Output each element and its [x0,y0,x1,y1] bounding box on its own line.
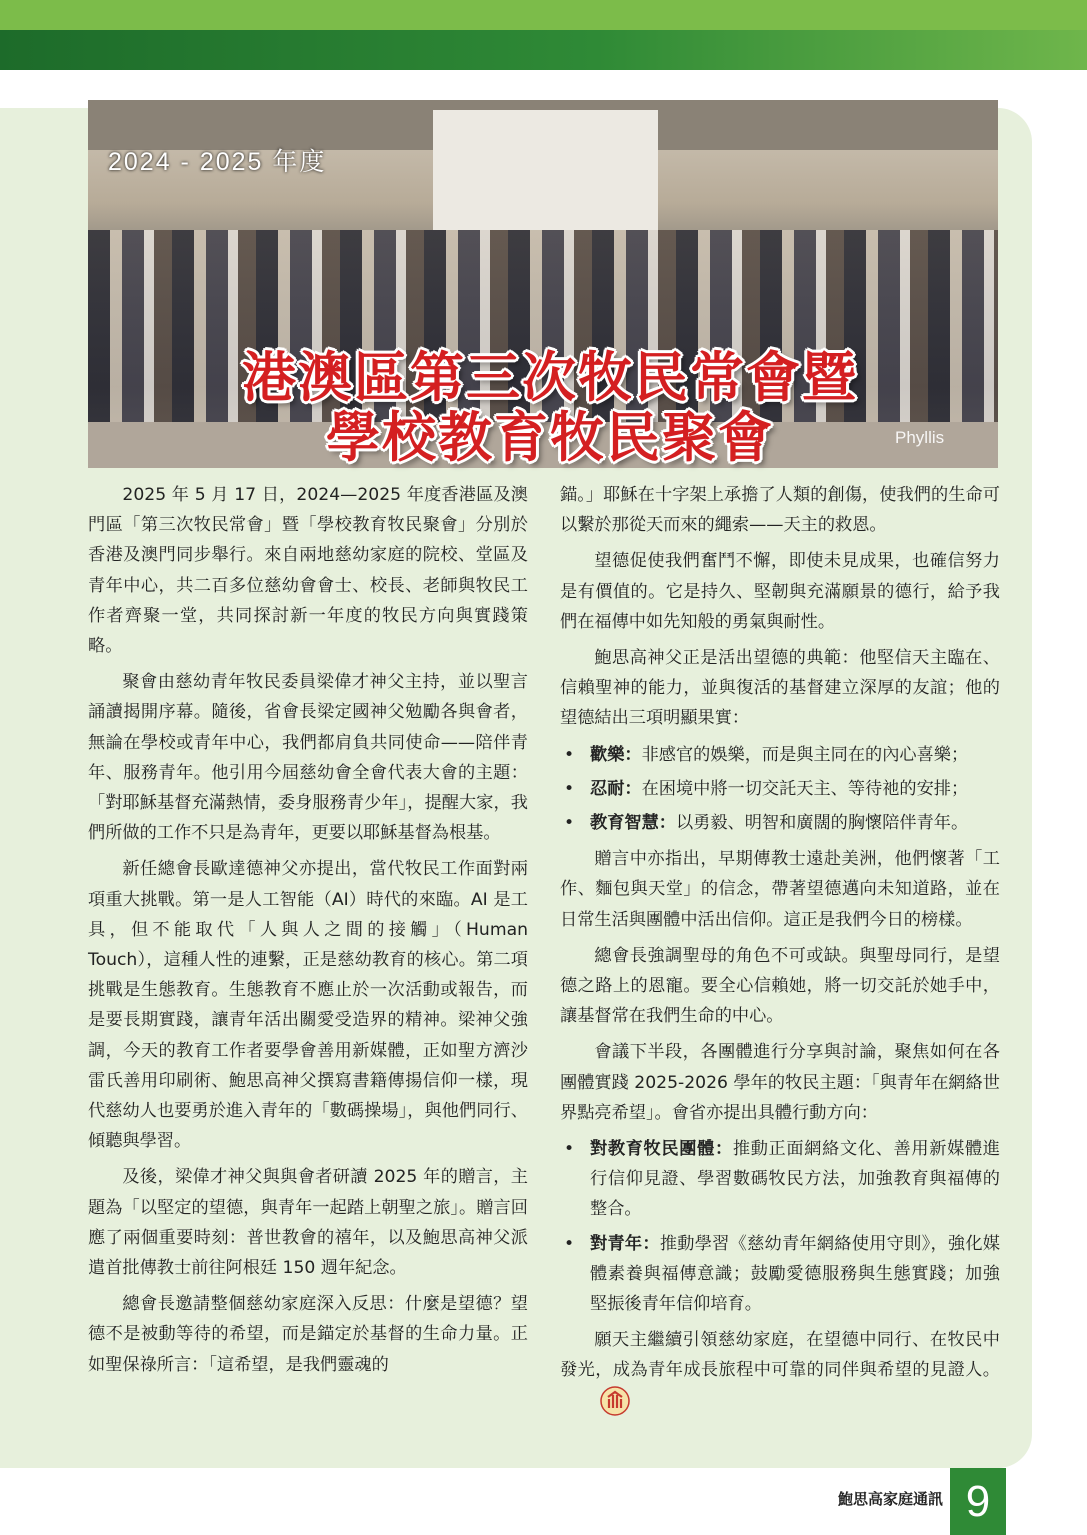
photo-year-label: 2024 - 2025 年度 [108,148,327,176]
headline-line-1: 港澳區第三次牧民常會暨 [242,346,858,409]
paragraph: 願天主繼續引領慈幼家庭，在望德中同行、在牧民中發光，成為青年成長旅程中可靠的同伴與希望的見證人。 [560,1325,1000,1426]
left-column [88,480,528,1386]
right-column [560,480,1000,1432]
salesian-emblem-icon [566,1386,630,1426]
list-item: • 歡樂：非感官的娛樂，而是與主同在的內心喜樂； [564,744,969,765]
header-bar-dark [0,30,1087,70]
list-item: • 對青年：推動學習《慈幼青年網絡使用守則》，強化媒體素養與福傳意識；鼓勵愛德服務與生態實踐；加強堅振後青年信仰培育。 [564,1233,1000,1315]
page-number: 9 [950,1468,1006,1535]
list-item: • 教育智慧：以勇毅、明智和廣闊的胸懷陪伴青年。 [564,813,969,834]
publication-title: 鮑思高家庭通訊 [838,1490,944,1508]
paragraph: 錨。」耶穌在十字架上承擔了人類的創傷，使我們的生命可以繫於那從天而來的繩索——天主的救恩。 [560,485,1000,536]
fruits-list [560,740,1000,839]
list-item: • 忍耐：在困境中將一切交託天主、等待祂的安排； [564,778,969,799]
header-bar-light [0,0,1087,30]
paragraph: 贈言中亦指出，早期傳教士遠赴美洲，他們懷著「工作、麵包與天堂」的信念，帶著望德邁向未知道路，並在日常生活與團體中活出信仰。這正是我們今日的榜樣。 [560,849,1000,930]
photo-credit: Phyllis [895,428,945,447]
paragraph: 鮑思高神父正是活出望德的典範：他堅信天主臨在、信賴聖神的能力，並與復活的基督建立深厚的友誼；他的望德結出三項明顯果實： [560,648,1000,729]
paragraph: 總會長強調聖母的角色不可或缺。與聖母同行，是望德之路上的恩寵。要全心信賴她，將一切交託於她手中，讓基督常在我們生命的中心。 [560,945,1000,1027]
paragraph: 望德促使我們奮鬥不懈，即使未見成果，也確信努力是有價值的。它是持久、堅韌與充滿願景的德行，給予我們在福傳中如先知般的勇氣與耐性。 [560,551,1000,632]
list-item: • 對教育牧民團體：推動正面網絡文化、善用新媒體進行信仰見證、學習數碼牧民方法，加強教育與福傳的整合。 [564,1139,1000,1220]
paragraph: 新任總會長歐達德神父亦提出，當代牧民工作面對兩項重大挑戰。第一是人工智能（AI）時代的來臨。AI 是工具，但不能取代「人與人之間的接觸」（Human Touch），這種人性的連繫，正是慈幼教育的核心。第二項挑戰是生態教育。生態教育不應止於一次活動或報告，而是要長期實踐，讓青年活出關愛受造界的精神。梁神父強調，今天的教育工作者要學會善用新媒體，正如聖方濟沙雷氏善用印刷術、鮑思高神父撰寫書籍傳揚信仰一樣，現代慈幼人也要勇於進入青年的「數碼操場」，與他們同行、傾聽與學習。 [88,859,528,1152]
paragraph: 總會長邀請整個慈幼家庭深入反思：什麼是望德？望德不是被動等待的希望，而是錨定於基督的生命力量。正如聖保祿所言：「這希望，是我們靈魂的 [88,1294,528,1375]
paragraph: 2025 年 5 月 17 日，2024—2025 年度香港區及澳門區「第三次牧民常會」暨「學校教育牧民聚會」分別於香港及澳門同步舉行。來自兩地慈幼家庭的院校、堂區及青年中心，共二百多位慈幼會會士、校長、老師與牧民工作者齊聚一堂，共同探討新一年度的牧民方向與實踐策略。 [88,485,528,657]
paragraph: 聚會由慈幼青年牧民委員梁偉才神父主持，並以聖言誦讀揭開序幕。隨後，省會長梁定國神父勉勵各與會者，無論在學校或青年中心，我們都肩負共同使命——陪伴青年、服務青年。他引用今屆慈幼會全會代表大會的主題：「對耶穌基督充滿熱情，委身服務青少年」，提醒大家，我們所做的工作不只是為青年，更要以耶穌基督為根基。 [88,672,528,844]
paragraph: 及後，梁偉才神父與與會者研讀 2025 年的贈言，主題為「以堅定的望德，與青年一起踏上朝聖之旅」。贈言回應了兩個重要時刻：普世教會的禧年，以及鮑思高神父派遣首批傳教士前往阿根廷 150 週年紀念。 [88,1167,528,1279]
paragraph: 會議下半段，各團體進行分享與討論，聚焦如何在各團體實踐 2025-2026 學年的牧民主題：「與青年在網絡世界點亮希望」。會省亦提出具體行動方向： [560,1042,1000,1123]
actions-list [560,1134,1000,1319]
headline-line-2: 學校教育牧民聚會 [326,406,774,469]
